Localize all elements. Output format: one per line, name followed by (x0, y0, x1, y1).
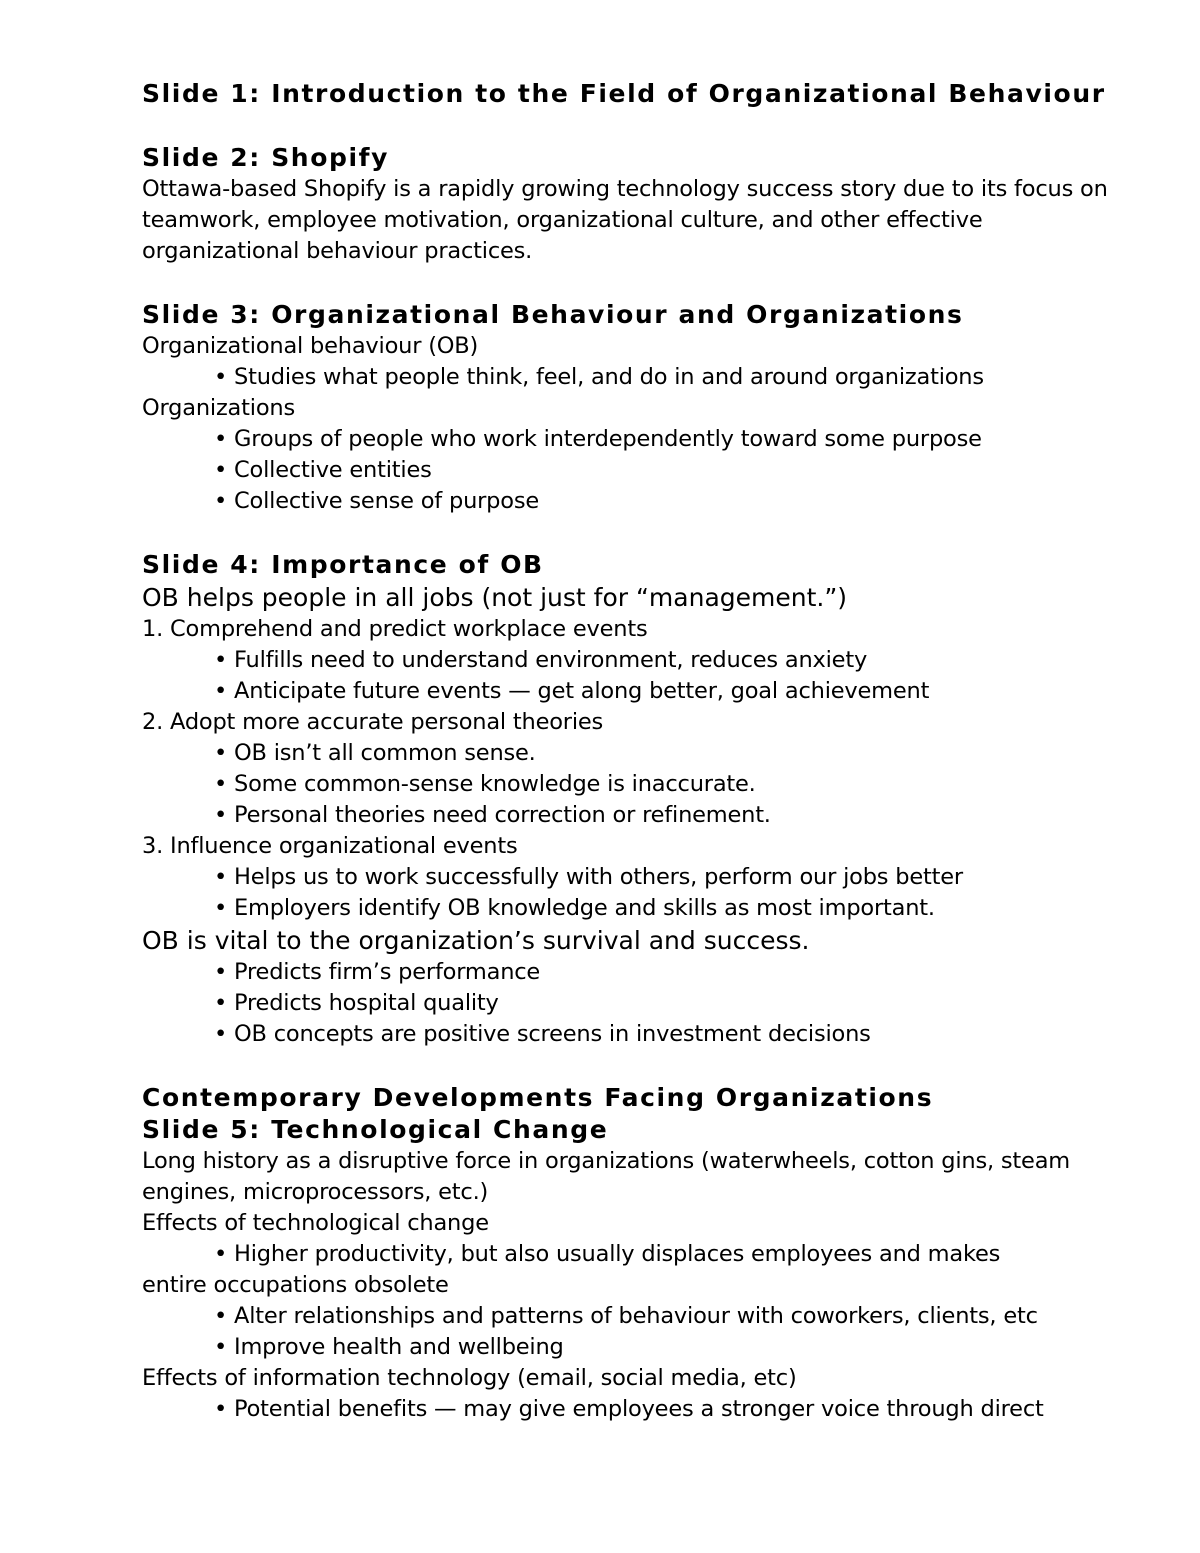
list-item: • Alter relationships and patterns of behaviour with coworkers, clients, etc (214, 1303, 1038, 1329)
list-item: • Helps us to work successfully with others, perform our jobs better (214, 864, 963, 890)
list-item: • Potential benefits — may give employees a stronger voice through direct (214, 1396, 1044, 1422)
list-item: • Predicts hospital quality (214, 990, 499, 1016)
list-item: • OB concepts are positive screens in investment decisions (214, 1021, 871, 1047)
list-item: • Groups of people who work interdependently toward some purpose (214, 426, 982, 452)
list-item-continuation: entire occupations obsolete (142, 1272, 449, 1298)
slide2-title: Slide 2: Shopify (142, 143, 390, 172)
slide4-lead: OB helps people in all jobs (not just for “management.”) (142, 583, 848, 612)
list-item: • Improve health and wellbeing (214, 1334, 564, 1360)
slide3-title: Slide 3: Organizational Behaviour and Organizations (142, 300, 964, 329)
list-item: • Some common-sense knowledge is inaccurate. (214, 771, 756, 797)
effects-label: Effects of technological change (142, 1210, 489, 1236)
list-item: • Predicts firm’s performance (214, 959, 541, 985)
list-item: • Anticipate future events — get along better, goal achievement (214, 678, 930, 704)
slide4-title: Slide 4: Importance of OB (142, 550, 544, 579)
point-label: 1. Comprehend and predict workplace events (142, 616, 648, 642)
slide5-history: Long history as a disruptive force in organizations (waterwheels, cotton gins, steam engines, microprocessors, etc.) (142, 1148, 1071, 1205)
ob-label: Organizational behaviour (OB) (142, 333, 479, 359)
it-label: Effects of information technology (email, social media, etc) (142, 1365, 797, 1391)
slide5-title: Slide 5: Technological Change (142, 1115, 609, 1144)
list-item: • Employers identify OB knowledge and skills as most important. (214, 895, 935, 921)
document-page (142, 78, 1142, 1425)
list-item: • Higher productivity, but also usually displaces employees and makes (214, 1241, 1001, 1267)
list-item: • Collective entities (214, 457, 432, 483)
list-item: • Studies what people think, feel, and do in and around organizations (214, 364, 984, 390)
list-item: • Fulfills need to understand environment, reduces anxiety (214, 647, 868, 673)
slide1-title: Slide 1: Introduction to the Field of Organizational Behaviour (142, 79, 1106, 108)
slide4-vital: OB is vital to the organization’s survival and success. (142, 926, 810, 955)
list-item: • OB isn’t all common sense. (214, 740, 536, 766)
point-label: 3. Influence organizational events (142, 833, 518, 859)
list-item: • Personal theories need correction or refinement. (214, 802, 771, 828)
point-label: 2. Adopt more accurate personal theories (142, 709, 604, 735)
organizations-label: Organizations (142, 395, 295, 421)
slide2-body: Ottawa-based Shopify is a rapidly growing technology success story due to its focus on teamwork, employee motivation, organizational culture, and other effective organizational behaviour practices. (142, 176, 1108, 264)
list-item: • Collective sense of purpose (214, 488, 539, 514)
contemporary-heading: Contemporary Developments Facing Organizations (142, 1083, 934, 1112)
